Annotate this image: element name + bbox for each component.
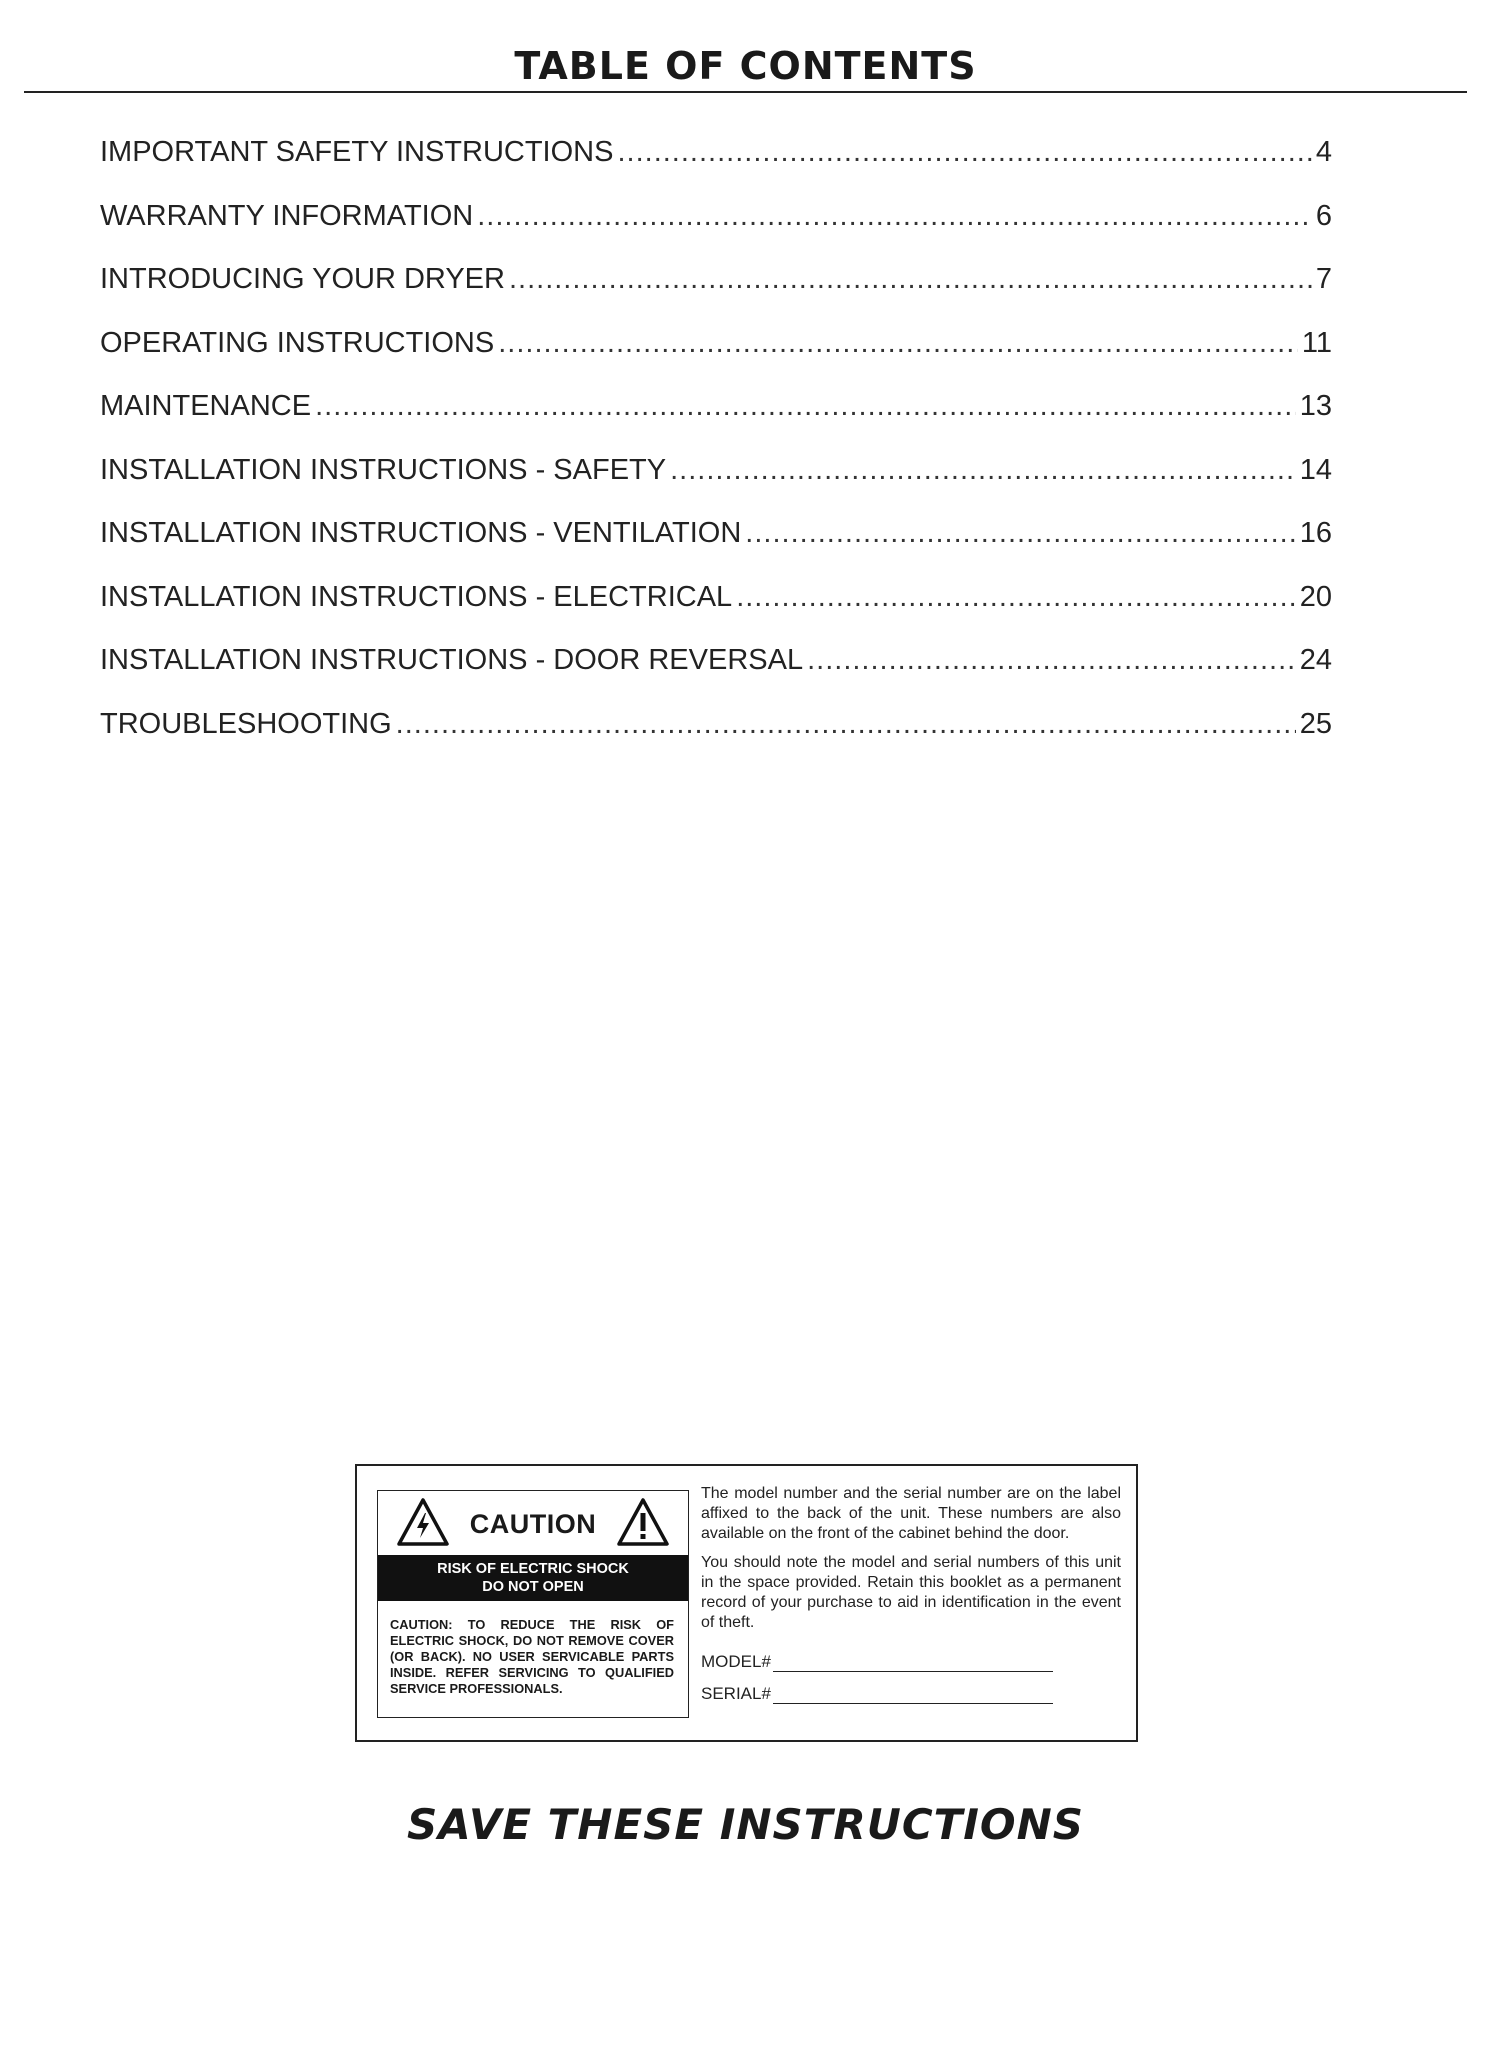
toc-leader-dots [498,327,1298,360]
risk-of-shock-banner [378,1555,688,1601]
toc-leader-dots [807,644,1296,677]
risk-line-2: DO NOT OPEN [482,1579,584,1595]
save-instructions-heading: SAVE THESE INSTRUCTIONS [406,1800,1085,1849]
toc-entry-label: MAINTENANCE [100,390,312,422]
toc-entry-page: 6 [1315,199,1332,232]
toc-entry[interactable] [100,390,1332,454]
toc-entry-label: INTRODUCING YOUR DRYER [100,263,505,295]
toc-entry-page: 24 [1299,644,1332,676]
toc-entry-page: 25 [1299,707,1332,740]
toc-entry[interactable] [100,644,1332,708]
caution-info-box [355,1464,1138,1742]
table-of-contents [100,136,1332,771]
risk-line-1: RISK OF ELECTRIC SHOCK [437,1561,629,1577]
toc-entry-label: OPERATING INSTRUCTIONS [100,326,495,359]
toc-entry-page: 16 [1299,517,1332,549]
toc-entry[interactable] [100,581,1332,645]
model-blank-line[interactable] [773,1653,1053,1672]
toc-entry-page: 14 [1299,453,1332,486]
serial-blank-line[interactable] [773,1685,1053,1704]
caution-label-panel [377,1490,689,1718]
toc-leader-dots [315,390,1296,423]
toc-leader-dots [509,263,1312,296]
info-paragraph-1: The model number and the serial number are on the label affixed to the back of the unit. These numbers are also available on the front of the cabinet behind the door. [701,1485,1121,1542]
caution-warning-text: CAUTION: TO REDUCE THE RISK OF ELECTRIC SHOCK, DO NOT REMOVE COVER (OR BACK). NO USER SERVICABLE PARTS INSIDE. REFER SERVICING TO QUALIFIED SERVICE PROFESSIONALS. [390,1617,674,1696]
serial-label: SERIAL# [701,1684,771,1703]
serial-info-text [701,1484,1121,1704]
toc-entry-page: 7 [1315,263,1332,295]
toc-entry[interactable] [100,200,1332,264]
info-paragraph-2: You should note the model and serial numbers of this unit in the space provided. Retain this booklet as a permanent record of your purchase to aid in identification in the event of theft. [701,1554,1121,1631]
toc-entry-page: 13 [1299,390,1332,422]
caution-heading: CAUTION [469,1509,597,1539]
page-title: TABLE OF CONTENTS [514,44,977,88]
toc-entry-label: INSTALLATION INSTRUCTIONS - SAFETY [100,453,667,486]
toc-leader-dots [670,454,1296,487]
toc-entry[interactable] [100,136,1332,200]
toc-entry[interactable] [100,708,1332,772]
toc-entry-label: INSTALLATION INSTRUCTIONS - VENTILATION [100,517,742,549]
toc-leader-dots [477,200,1312,233]
toc-leader-dots [617,136,1311,169]
toc-entry[interactable] [100,263,1332,327]
title-divider [24,91,1467,93]
toc-entry[interactable] [100,327,1332,391]
toc-entry-label: TROUBLESHOOTING [100,707,392,740]
toc-entry-page: 11 [1301,326,1332,359]
model-number-field[interactable] [701,1642,1121,1672]
serial-number-field[interactable] [701,1674,1121,1704]
toc-entry-label: INSTALLATION INSTRUCTIONS - ELECTRICAL [100,580,733,613]
toc-entry-page: 20 [1299,580,1332,613]
toc-entry[interactable] [100,517,1332,581]
model-label: MODEL# [701,1652,771,1671]
exclamation-warning-icon [616,1497,670,1547]
toc-leader-dots [736,581,1296,614]
toc-entry-label: INSTALLATION INSTRUCTIONS - DOOR REVERSAL [100,644,804,676]
toc-leader-dots [396,708,1296,741]
toc-entry-label: WARRANTY INFORMATION [100,199,474,232]
toc-entry[interactable] [100,454,1332,518]
caution-header [378,1491,688,1555]
toc-leader-dots [745,517,1295,550]
toc-entry-label: IMPORTANT SAFETY INSTRUCTIONS [100,136,614,168]
toc-entry-page: 4 [1315,136,1332,168]
